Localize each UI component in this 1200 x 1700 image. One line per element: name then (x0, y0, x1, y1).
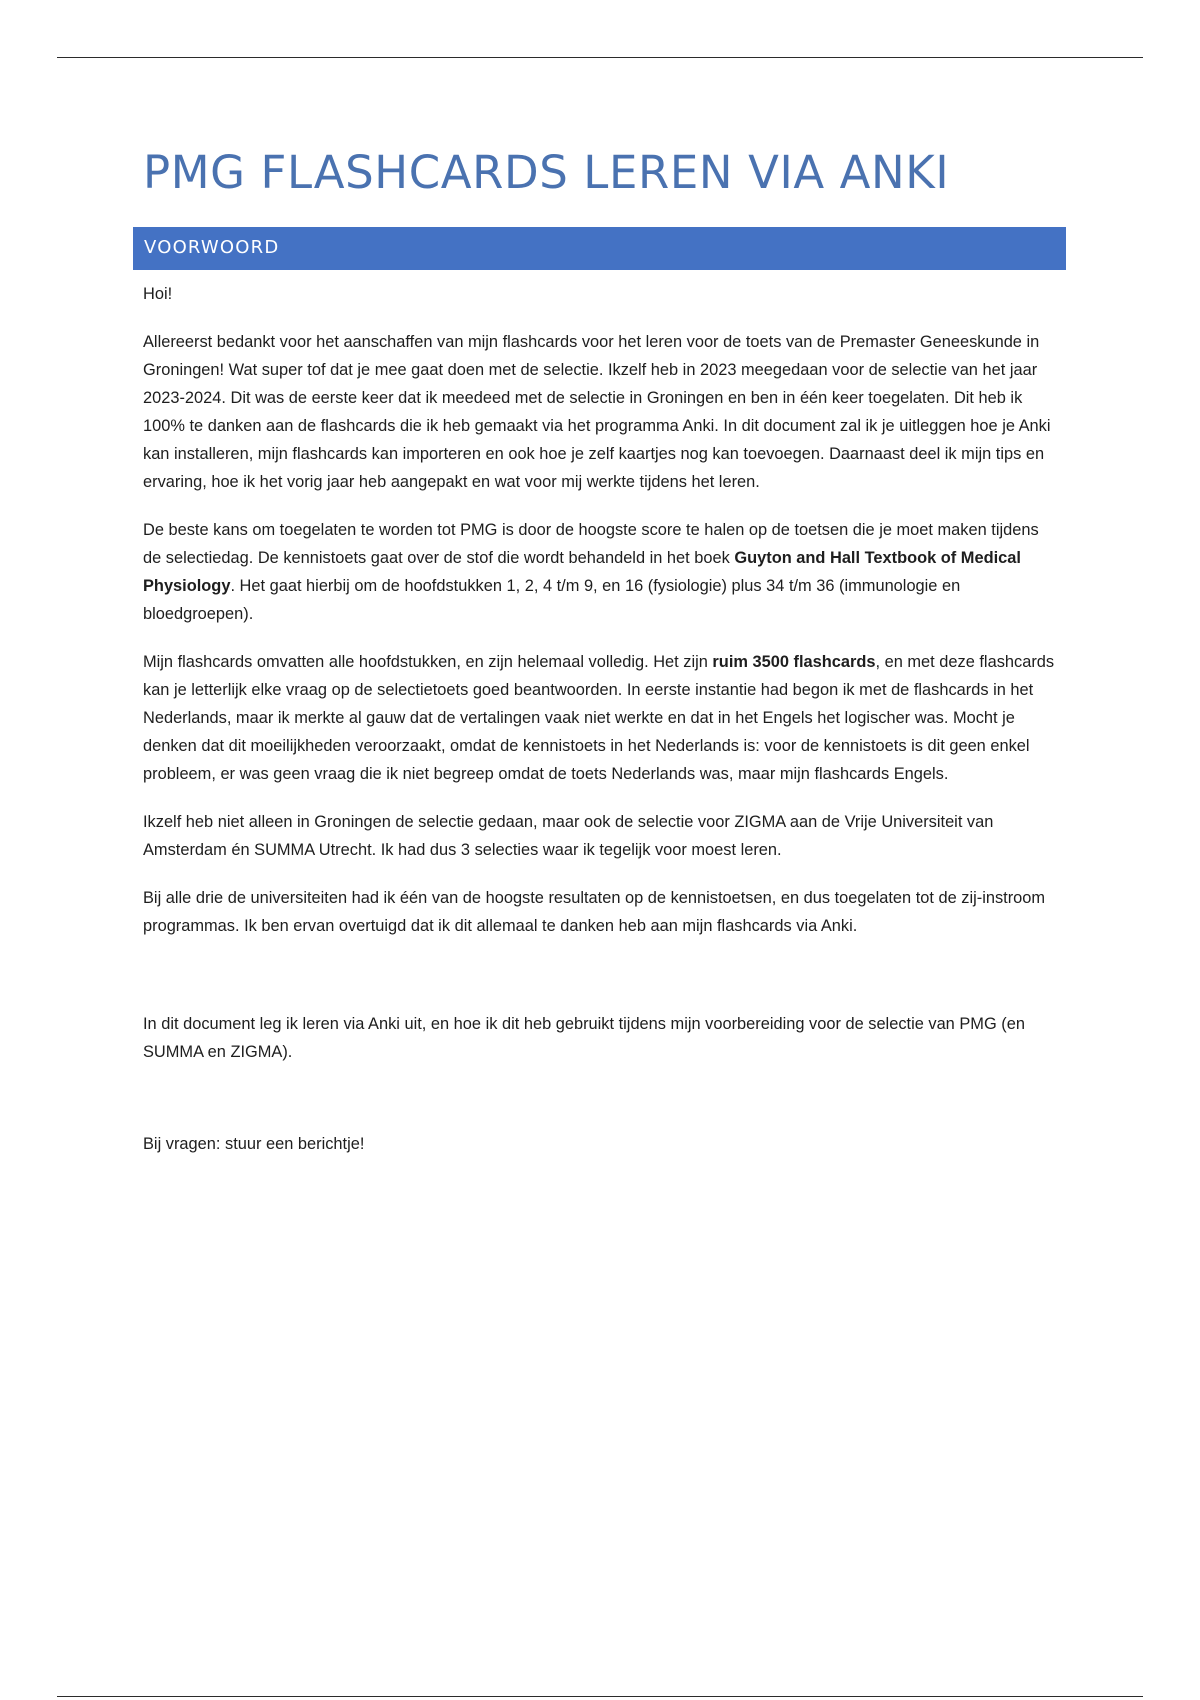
paragraph-document-purpose: In dit document leg ik leren via Anki uit, en hoe ik dit heb gebruikt tijdens mijn voorbereiding voor de selectie van PMG (en SUMMA en ZIGMA). (143, 1015, 1025, 1061)
paragraph-flashcards (143, 648, 1061, 788)
text-run: De beste kans om toegelaten te worden tot PMG is door de hoogste score te halen op de toetsen die je moet maken tijdens de selectiedag. De kennistoets gaat over de stof die wordt behandeld in het boek (143, 521, 1039, 567)
paragraph-intro: Allereerst bedankt voor het aanschaffen van mijn flashcards voor het leren voor de toets van de Premaster Geneeskunde in Groningen! Wat super tof dat je mee gaat doen met de selectie. Ikzelf heb in 2023 meegedaan voor de selectie van het jaar 2023-2024. Dit was de eerste keer dat ik meedeed met de selectie in Groningen en ben in één keer toegelaten. Dit heb ik 100% te danken aan de flashcards die ik heb gemaakt via het programma Anki. In dit document zal ik je uitleggen hoe je Anki kan installeren, mijn flashcards kan importeren en ook hoe je zelf kaartjes nog kan toevoegen. Daarnaast deel ik mijn tips en ervaring, hoe ik het vorig jaar heb aangepakt en wat voor mij werkte tijdens het leren. (143, 333, 1051, 491)
section-heading: VOORWOORD (144, 237, 280, 258)
flashcard-count: ruim 3500 flashcards (712, 653, 876, 671)
text-run: Mijn flashcards omvatten alle hoofdstukken, en zijn helemaal volledig. Het zijn (143, 653, 713, 671)
section-heading-bar (133, 227, 1066, 270)
footer-rule (57, 1696, 1143, 1697)
paragraph-selection (143, 516, 1061, 628)
header-rule (57, 57, 1143, 58)
document-body (143, 280, 1061, 1178)
document-title: PMG FLASHCARDS LEREN VIA ANKI (143, 146, 950, 199)
paragraph-questions: Bij vragen: stuur een berichtje! (143, 1135, 365, 1153)
book-title: Guyton and Hall Textbook of Medical Physiology (143, 549, 1021, 595)
paragraph-other-selections: Ikzelf heb niet alleen in Groningen de selectie gedaan, maar ook de selectie voor ZIGMA aan de Vrije Universiteit van Amsterdam én SUMMA Utrecht. Ik had dus 3 selecties waar ik tegelijk voor moest leren. (143, 813, 994, 859)
text-run: . Het gaat hierbij om de hoofdstukken 1, 2, 4 t/m 9, en 16 (fysiologie) plus 34 t/m 36 (immunologie en bloedgroepen). (143, 577, 961, 623)
text-run: , en met deze flashcards kan je letterlijk elke vraag op de selectietoets goed beantwoorden. In eerste instantie had begon ik met de flashcards in het Nederlands, maar ik merkte al gauw dat de vertalingen vaak niet werkte en dat in het Engels het logischer was. Mocht je denken dat dit moeilijkheden veroorzaakt, omdat de kennistoets in het Nederlands is: voor de kennistoets is dit geen enkel probleem, er was geen vraag die ik niet begreep omdat de toets Nederlands was, maar mijn flashcards Engels. (143, 653, 1055, 783)
paragraph-greeting: Hoi! (143, 285, 173, 303)
paragraph-results: Bij alle drie de universiteiten had ik één van de hoogste resultaten op de kennistoetsen, en dus toegelaten tot de zij-instroom programmas. Ik ben ervan overtuigd dat ik dit allemaal te danken heb aan mijn flashcards via Anki. (143, 889, 1046, 935)
